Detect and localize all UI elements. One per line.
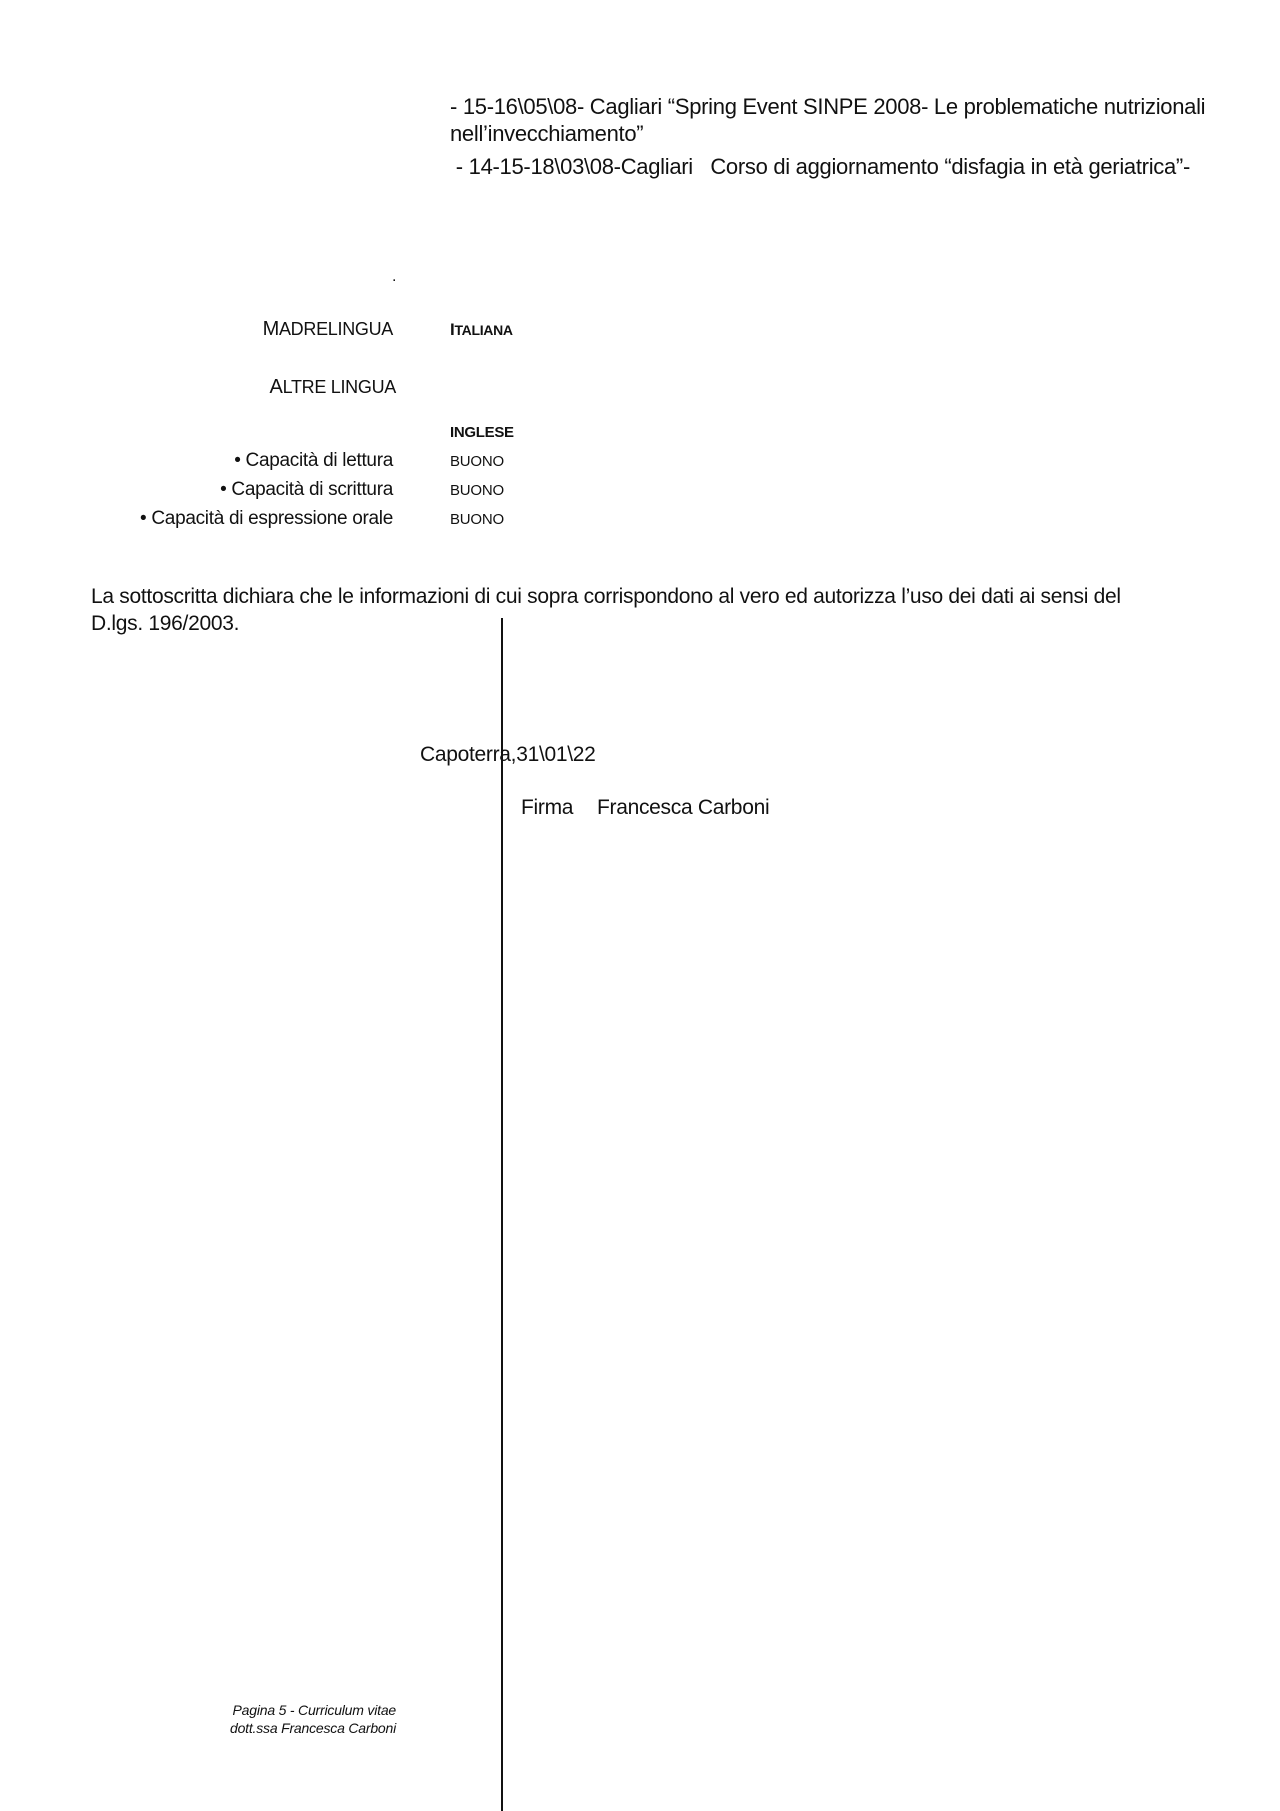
skill-writing-level: BUONO bbox=[450, 482, 505, 499]
column-divider bbox=[501, 618, 503, 1811]
place-date: Capoterra,31\01\22 bbox=[420, 743, 596, 766]
page-footer bbox=[230, 1701, 396, 1737]
other-languages-label-initial: A bbox=[269, 376, 283, 398]
other-languages-label-rest: LTRE LINGUA bbox=[282, 377, 396, 397]
signature-name: Francesca Carboni bbox=[597, 796, 770, 819]
skill-speaking-label: • Capacità di espressione orale bbox=[140, 508, 393, 529]
mother-tongue-value bbox=[450, 320, 513, 340]
mother-tongue-label-rest: ADRELINGUA bbox=[278, 319, 393, 339]
skill-reading-label: • Capacità di lettura bbox=[234, 450, 393, 471]
mother-tongue-value-initial: I bbox=[450, 320, 455, 339]
course-1-line2: nell’invecchiamento” bbox=[450, 121, 644, 146]
skill-speaking-level: BUONO bbox=[450, 511, 505, 528]
skill-writing-label: • Capacità di scrittura bbox=[220, 479, 393, 500]
course-2 bbox=[450, 153, 1190, 180]
signature-label: Firma bbox=[521, 796, 574, 819]
privacy-declaration-line1: La sottoscritta dichiara che le informazioni di cui sopra corrispondono al vero ed autorizza l’uso dei dati ai sensi del bbox=[91, 585, 1121, 608]
privacy-declaration bbox=[91, 583, 1121, 637]
course-1-line1: - 15-16\05\08- Cagliari “Spring Event SINPE 2008- Le problematiche nutrizionali bbox=[450, 94, 1206, 119]
page-footer-line2: dott.ssa Francesca Carboni bbox=[230, 1720, 396, 1736]
mother-tongue-label bbox=[263, 318, 393, 341]
mother-tongue-label-initial: M bbox=[262, 318, 279, 340]
other-languages-label bbox=[270, 376, 396, 399]
skill-reading-level: BUONO bbox=[450, 453, 505, 470]
course-1 bbox=[450, 93, 1205, 147]
privacy-declaration-line2: D.lgs. 196/2003. bbox=[91, 612, 240, 635]
page-footer-line1: Pagina 5 - Curriculum vitae bbox=[232, 1702, 396, 1718]
mother-tongue-value-rest: TALIANA bbox=[454, 322, 513, 338]
course-2-line1: - 14-15-18\03\08-Cagliari Corso di aggiornamento “disfagia in età geriatrica”- bbox=[450, 154, 1190, 179]
other-language-name: INGLESE bbox=[450, 424, 514, 441]
stray-dot: . bbox=[392, 268, 397, 285]
